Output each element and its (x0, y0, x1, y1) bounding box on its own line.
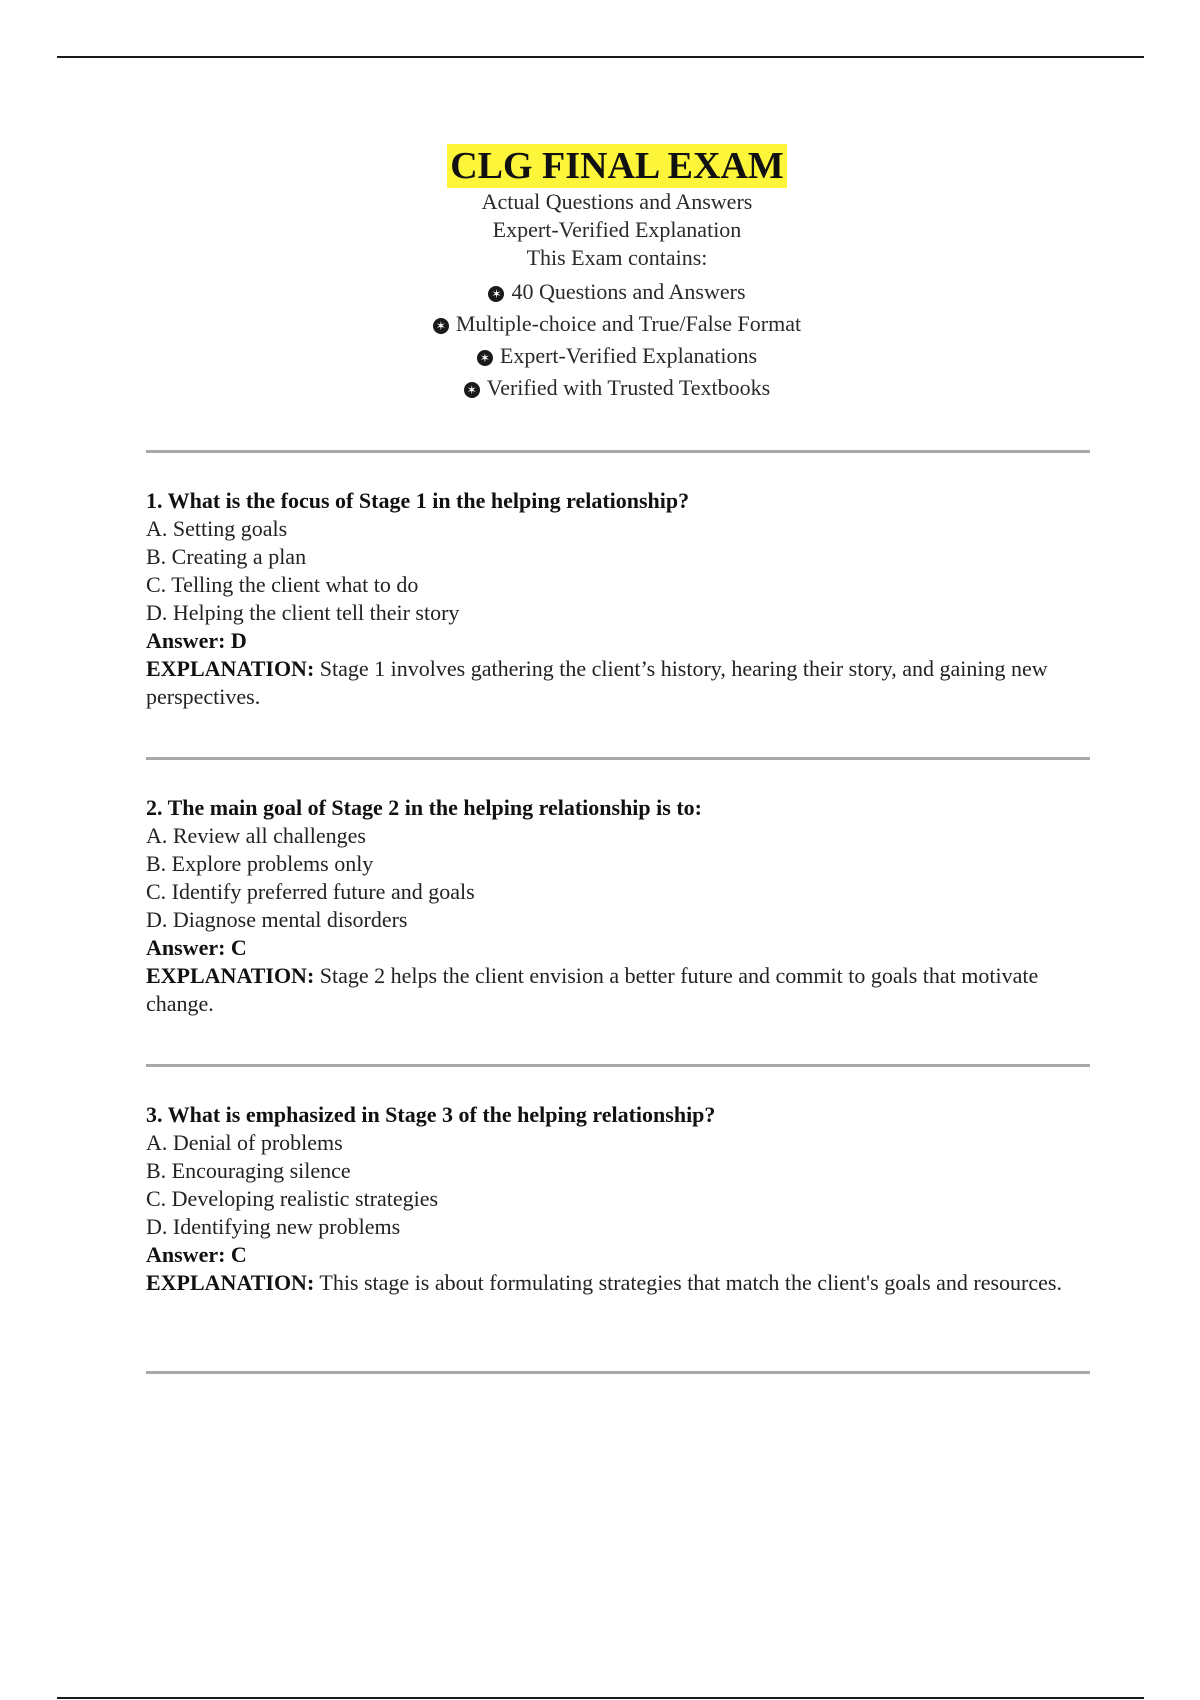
document-header (0, 144, 1200, 404)
option-d: D. Helping the client tell their story (146, 600, 460, 625)
option-a: A. Setting goals (146, 516, 288, 541)
explanation-text: Stage 2 helps the client envision a better future and commit to goals that motivate change. (146, 963, 1039, 1016)
circled-star-icon: ✶ (464, 382, 480, 398)
explanation (146, 655, 1076, 711)
question-title: 3. What is emphasized in Stage 3 of the helping relationship? (146, 1102, 716, 1127)
circled-star-icon: ✶ (477, 350, 493, 366)
subtitle-line-2: Expert-Verified Explanation (492, 217, 742, 242)
subtitle-line-3: This Exam contains: (526, 245, 708, 270)
question-title: 1. What is the focus of Stage 1 in the helping relationship? (146, 488, 690, 513)
option-b: B. Encouraging silence (146, 1158, 351, 1183)
question-title: 2. The main goal of Stage 2 in the helping relationship is to: (146, 795, 702, 820)
circled-star-icon: ✶ (488, 286, 504, 302)
page-bottom-rule (57, 1697, 1144, 1699)
option-a: A. Denial of problems (146, 1130, 343, 1155)
option-b: B. Creating a plan (146, 544, 307, 569)
feature-list (0, 276, 1200, 404)
option-d: D. Identifying new problems (146, 1214, 401, 1239)
question-block-1 (146, 487, 1076, 711)
feature-item: ✶ Expert-Verified Explanations (0, 340, 1200, 372)
answer-line: Answer: C (146, 935, 247, 960)
page-top-rule (57, 56, 1144, 58)
explanation-text: Stage 1 involves gathering the client’s history, hearing their story, and gaining new perspectives. (146, 656, 1048, 709)
explanation (146, 962, 1076, 1018)
feature-item: ✶ 40 Questions and Answers (0, 276, 1200, 308)
question-block-2 (146, 794, 1076, 1018)
option-c: C. Telling the client what to do (146, 572, 419, 597)
feature-item: ✶ Verified with Trusted Textbooks (0, 372, 1200, 404)
subtitle-line-1: Actual Questions and Answers (481, 189, 753, 214)
answer-line: Answer: C (146, 1242, 247, 1267)
feature-item: ✶ Multiple-choice and True/False Format (0, 308, 1200, 340)
option-d: D. Diagnose mental disorders (146, 907, 408, 932)
option-c: C. Developing realistic strategies (146, 1186, 439, 1211)
section-divider (146, 757, 1090, 760)
section-divider (146, 1064, 1090, 1067)
section-divider (146, 450, 1090, 453)
answer-line: Answer: D (146, 628, 247, 653)
explanation-label: EXPLANATION: (146, 963, 315, 988)
title-highlight (447, 144, 787, 188)
question-block-3 (146, 1101, 1076, 1297)
explanation-label: EXPLANATION: (146, 656, 315, 681)
circled-star-icon: ✶ (433, 318, 449, 334)
explanation-label: EXPLANATION: (146, 1270, 315, 1295)
option-c: C. Identify preferred future and goals (146, 879, 475, 904)
explanation (146, 1269, 1076, 1297)
section-divider (146, 1371, 1090, 1374)
option-a: A. Review all challenges (146, 823, 366, 848)
explanation-text: This stage is about formulating strategies that match the client's goals and resources. (319, 1270, 1062, 1295)
document-title: CLG FINAL EXAM (450, 145, 784, 187)
option-b: B. Explore problems only (146, 851, 374, 876)
